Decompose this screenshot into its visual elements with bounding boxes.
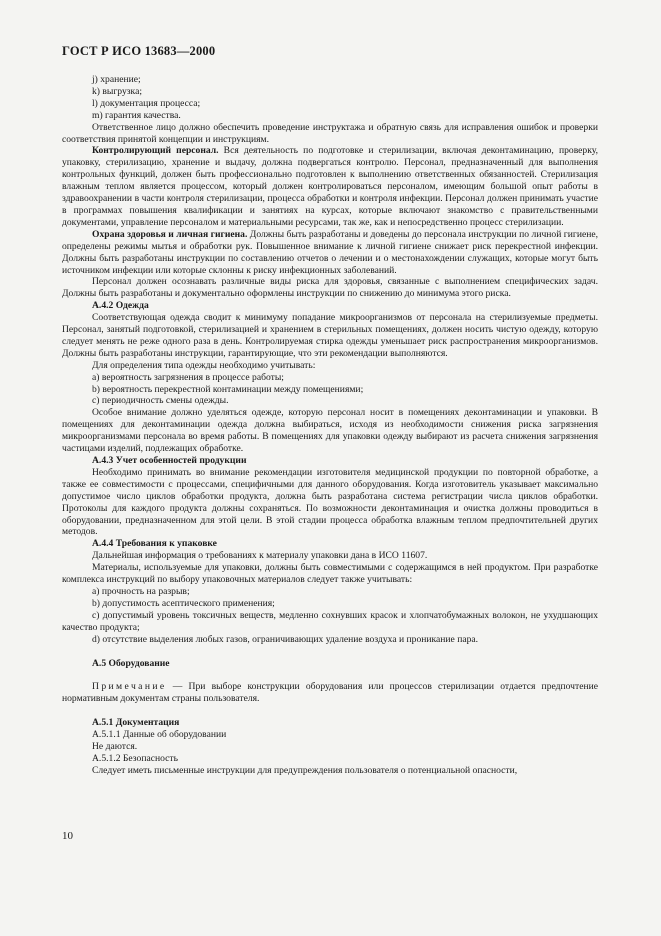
section-heading [62, 538, 598, 550]
list-item [62, 634, 598, 646]
list-item [62, 753, 598, 765]
paragraph [62, 550, 598, 562]
paragraph-text: А.4.2 Одежда [92, 300, 149, 312]
paragraph [62, 610, 598, 634]
paragraph-text: Вся деятельность по подготовке и стерилизации, включая деконтаминацию, проверку, упаковку, стерилизацию, хранение и выдачу, должна подвергаться контролю. Персонал, предназначенный для выполнения контрольных функций, должен быть профессионально подготовлен к выполнению ответственных обязанностей. Стерилизация влажным теплом является процессом, который должен контролироваться персоналом, имеющим большой опыт работы в здравоохранении в части контроля стерилизации, процесса обработки и контроля инфекции. Персонал должен принимать участие в программах повышения квалификации и занятиях на курсах, которые включают знакомство с правительственными документами, управление персоналом и материальными ресурсами, так же, как и непосредственно процесс стерилизации. [62, 145, 598, 228]
paragraph-text: — При выборе конструкции оборудования или процессов стерилизации отдается предпочтение нормативным документам страны пользователя. [62, 681, 598, 705]
paragraph-text: А.4.4 Требования к упаковке [92, 538, 217, 550]
paragraph-text: k) выгрузка; [92, 85, 142, 97]
paragraph-text: А.5 Оборудование [92, 657, 170, 669]
section-heading [62, 455, 598, 467]
paragraph-text: А.4.3 Учет особенностей продукции [92, 455, 247, 466]
paragraph-text: Дальнейшая информация о требованиях к материалу упаковки дана в ИСО 11607. [92, 550, 428, 562]
paragraph-text: d) отсутствие выделения любых газов, ограничивающих удаление воздуха и проникание пара. [92, 633, 479, 645]
paragraph [62, 122, 598, 146]
paragraph-text: m) гарантия качества. [92, 109, 181, 121]
paragraph [62, 467, 598, 538]
list-item [62, 372, 598, 384]
paragraph-text: Следует иметь письменные инструкции для предупреждения пользователя о потенциальной опасности, [92, 764, 518, 776]
paragraph-text: Соответствующая одежда сводит к минимуму попадание микроорганизмов от персонала на стерилизуемые предметы. Персонал, занятый подготовкой, стерилизацией и хранением в стерильных помещениях, должен носить чистую одежду, которую следует менять не реже одного раза в день. Контролируемая стирка одежды уменьшает риск распространения микроорганизмов. Должны быть разработаны инструкции, гарантирующие, что эти рекомендации выполняются. [62, 312, 598, 359]
paragraph-text: а) прочность на разрыв; [92, 585, 190, 597]
paragraph-text: Должны быть разработаны и доведены до персонала инструкции по личной гигиене, определены режимы мытья и обработки рук. Повышенное внимание к личной гигиене снижает риск перекрестной инфекции. Должны быть разработаны инструкции по составлению отчетов о лечении и о местонахождении служащих, которые могут быть источником инфекции или которые склонны к риску инфекционных заболеваний. [62, 228, 598, 276]
list-item [62, 598, 598, 610]
paragraph [62, 312, 598, 360]
note-label: Примечание [92, 681, 167, 693]
section-heading [62, 300, 598, 312]
paragraph-lead: Контролирующий персонал. [92, 145, 219, 157]
list-item [62, 741, 598, 753]
list-item [62, 586, 598, 598]
page-header: ГОСТ Р ИСО 13683—2000 [62, 44, 216, 58]
paragraph-text: А.5.1.2 Безопасность [92, 752, 178, 764]
paragraph-text: А.5.1 Документация [92, 717, 180, 729]
paragraph-text: b) допустимость асептического применения; [92, 597, 275, 609]
paragraph-text: А.5.1.1 Данные об оборудовании [92, 729, 227, 741]
list-item [62, 729, 598, 741]
paragraph [62, 407, 598, 455]
paragraph [62, 562, 598, 586]
paragraph-text: а) вероятность загрязнения в процессе работы; [92, 371, 284, 383]
list-item [62, 395, 598, 407]
paragraph-text: j) хранение; [92, 74, 141, 85]
paragraph [62, 360, 598, 372]
paragraph-text: Ответственное лицо должно обеспечить проведение инструктажа и обратную связь для исправления ошибок и проверки соответствия принятой концепции и инструкциям. [62, 121, 598, 145]
paragraph-text: Материалы, используемые для упаковки, должны быть совместимыми с содержащимся в ней продуктом. При разработке комплекса инструкций по выбору упаковочных материалов следует также учитывать: [62, 562, 598, 586]
paragraph [62, 229, 598, 277]
paragraph [62, 276, 598, 300]
section-heading [62, 658, 598, 670]
list-item [62, 86, 598, 98]
paragraph-text: l) документация процесса; [92, 97, 201, 109]
paragraph-text: b) вероятность перекрестной контаминации между помещениями; [92, 383, 364, 395]
paragraph-text: Необходимо принимать во внимание рекомендации изготовителя медицинской продукции по повторной обработке, а также ее совместимости с процессами, специфичными для данного оборудования. Когда изготовитель указывает максимально допустимое число циклов обработки продукта, должна быть разработана система регистрации числа циклов обработки. Протоколы для каждого продукта должны сохраняться. По возможности деконтаминация и очистка должны проводиться в оборудовании, предназначенном для этой цели. В этой стадии процесса обработка влажным теплом предпочтительней других методов. [62, 466, 598, 538]
page-number: 10 [62, 830, 73, 842]
paragraph [62, 765, 598, 777]
list-item [62, 384, 598, 396]
paragraph-text: с) периодичность смены одежды. [92, 395, 229, 407]
list-item [62, 74, 598, 86]
list-item [62, 98, 598, 110]
paragraph-lead: Охрана здоровья и личная гигиена. [92, 228, 248, 240]
paragraph-text: Не даются. [92, 741, 138, 753]
spacer [62, 646, 598, 658]
spacer [62, 705, 598, 717]
spacer [62, 669, 598, 681]
paragraph-text: Персонал должен осознавать различные виды риска для здоровья, связанные с выполнением специфических задач. Должны быть разработаны и документально оформлены инструкции по снижению до минимума этого риска. [62, 276, 598, 300]
paragraph-text: с) допустимый уровень токсичных веществ, медленно сохнувших красок и хлопчатобумажных волокон, не ухудшающих качество продукта; [62, 609, 598, 633]
document-body [62, 74, 598, 777]
paragraph [62, 681, 598, 705]
list-item [62, 110, 598, 122]
paragraph [62, 145, 598, 228]
section-heading [62, 717, 598, 729]
paragraph-text: Для определения типа одежды необходимо учитывать: [92, 359, 316, 371]
paragraph-text: Особое внимание должно уделяться одежде, которую персонал носит в помещениях деконтаминации и упаковки. В помещениях для деконтаминации одежда должна выбираться, исходя из необходимости снижения риска загрязнения микроорганизмами персонала во время работы. В помещениях для упаковки одежду выбирают из расчета снижения загрязнения частицами изделий, подлежащих обработке. [62, 407, 598, 455]
